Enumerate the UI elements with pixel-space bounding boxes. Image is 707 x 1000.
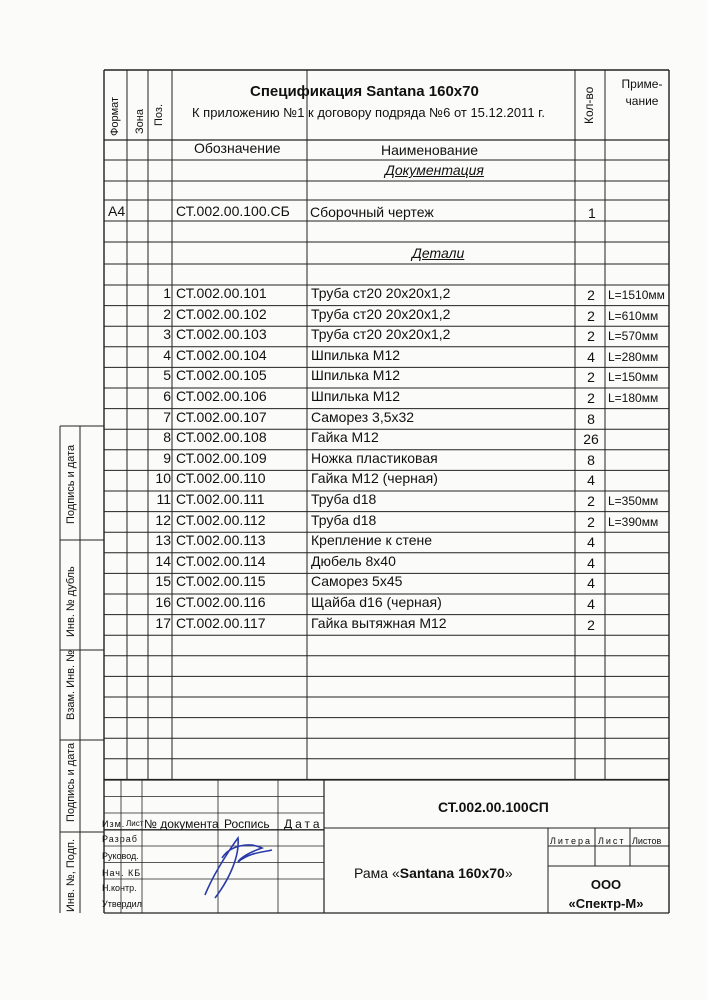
item-designation: СТ.002.00.104 [176, 346, 267, 363]
tb-list: Лист [126, 819, 144, 828]
item-qty: 26 [583, 431, 599, 448]
item-designation: СТ.002.00.110 [176, 470, 266, 487]
tb-role-4: Н.контр. [102, 883, 137, 893]
item-name: Труба ст20 20х20х1,2 [311, 285, 451, 301]
item-qty: 2 [587, 493, 595, 509]
item-pos: 15 [155, 573, 171, 590]
item-name: Труба d18 [311, 491, 377, 507]
item-qty: 4 [587, 575, 595, 592]
tb-org-line1: ООО [590, 877, 622, 892]
item-name: Саморез 5х45 [311, 573, 403, 590]
item-pos: 14 [155, 552, 171, 569]
tb-role-1: Разраб [102, 834, 138, 844]
item-name: Дюбель 8х40 [311, 552, 396, 569]
col-name-label: Наименование [381, 142, 479, 158]
item-pos: 3 [163, 326, 171, 343]
item-qty: 4 [587, 348, 595, 365]
tb-izm: Изм. [102, 819, 126, 829]
item-designation: СТ.002.00.117 [176, 614, 266, 631]
item-designation: СТ.002.00.109 [176, 449, 267, 466]
col-pos-label: Поз. [153, 104, 165, 126]
side-inv-orig: Инв. №, Подп. [65, 838, 77, 912]
tb-role-3: Нач. КБ [102, 868, 142, 878]
side-vzam-inv: Взам. Инв. № [65, 650, 77, 720]
doc-qty: 1 [588, 205, 596, 221]
item-name: Труба d18 [311, 511, 377, 528]
spec-title: Спецификация Santana 160х70 [250, 83, 479, 100]
doc-format: А4 [108, 203, 126, 219]
item-name: Саморез 3,5х32 [311, 408, 415, 425]
item-name: Шпилька М12 [311, 346, 401, 363]
signature-mark [205, 838, 272, 898]
item-designation: СТ.002.00.114 [176, 552, 266, 569]
item-name: Ножка пластиковая [311, 449, 438, 466]
item-qty: 2 [587, 390, 595, 406]
item-pos: 10 [155, 470, 171, 487]
item-pos: 8 [163, 429, 171, 446]
tb-doc-no: № документа [144, 817, 219, 831]
spec-subtitle: К приложению №1 к договору подряда №6 от 15.12.2011 г. [192, 105, 545, 120]
item-designation: СТ.002.00.113 [176, 532, 266, 549]
item-qty: 2 [587, 616, 595, 633]
item-name: Гайка вытяжная М12 [311, 614, 447, 631]
item-name: Труба ст20 20х20х1,2 [311, 326, 451, 343]
item-name: Шпилька М12 [311, 367, 401, 384]
item-pos: 12 [155, 511, 171, 528]
item-pos: 16 [155, 594, 171, 610]
side-sign-date-1: Подпись и дата [65, 444, 77, 524]
item-name: Гайка М12 (черная) [311, 470, 438, 487]
item-pos: 7 [163, 408, 171, 425]
item-qty: 4 [587, 534, 595, 551]
item-name: Гайка М12 [311, 429, 379, 446]
item-note: L=150мм [608, 370, 659, 385]
item-designation: СТ.002.00.101 [176, 285, 267, 301]
tb-litera: Литера [550, 836, 592, 846]
side-inv-dup: Инв. № дубль [65, 566, 77, 637]
item-note: L=570мм [608, 329, 659, 344]
item-designation: СТ.002.00.105 [176, 367, 267, 384]
item-pos: 11 [156, 491, 171, 507]
item-qty: 4 [587, 554, 595, 571]
col-qty-label: Кол-во [582, 86, 596, 124]
item-qty: 2 [587, 513, 595, 530]
item-designation: СТ.002.00.112 [176, 511, 266, 528]
tb-sheets: Листов [632, 836, 662, 846]
item-pos: 5 [163, 367, 171, 384]
doc-name: Сборочный чертеж [310, 204, 434, 220]
item-pos: 9 [163, 449, 171, 466]
item-designation: СТ.002.00.102 [176, 305, 267, 322]
item-qty: 2 [587, 287, 595, 303]
item-qty: 8 [587, 451, 595, 468]
tb-signature: Роспись [224, 817, 270, 831]
section-details: Детали [412, 245, 465, 261]
item-note: L=390мм [608, 514, 659, 529]
item-designation: СТ.002.00.107 [176, 408, 267, 425]
item-name: Крепление к стене [311, 532, 433, 549]
item-designation: СТ.002.00.115 [176, 573, 266, 590]
section-documentation: Документация [385, 162, 484, 178]
item-designation: СТ.002.00.108 [176, 429, 267, 446]
tb-org-line2: «Спектр-М» [568, 896, 644, 911]
item-note: L=610мм [608, 308, 659, 323]
item-pos: 17 [155, 614, 171, 631]
item-note: L=180мм [608, 391, 659, 405]
col-note-label: Приме- чание [621, 77, 663, 108]
item-qty: 8 [587, 410, 595, 427]
item-note: L=280мм [608, 349, 659, 364]
item-qty: 4 [587, 472, 595, 489]
item-designation: СТ.002.00.103 [176, 326, 267, 343]
item-name: Шпилька М12 [311, 388, 401, 404]
item-note: L=350мм [608, 494, 659, 508]
item-qty: 2 [587, 369, 595, 386]
col-format-label: Формат [109, 96, 121, 136]
item-qty: 2 [587, 307, 595, 324]
tb-sheet: Лист [598, 836, 626, 846]
side-sign-date-2: Подпись и дата [65, 742, 77, 822]
item-qty: 4 [587, 596, 595, 612]
item-pos: 6 [163, 388, 171, 404]
item-designation: СТ.002.00.106 [176, 388, 267, 404]
tb-role-2: Руковод. [102, 851, 139, 861]
col-zone-label: Зона [134, 109, 146, 134]
tb-date: Дата [284, 817, 323, 831]
item-name: Щайба d16 (черная) [311, 594, 442, 610]
item-name: Труба ст20 20х20х1,2 [311, 305, 451, 322]
item-designation: СТ.002.00.111 [176, 491, 265, 507]
tb-product-name: Рама «Santana 160х70» [354, 865, 513, 881]
item-pos: 13 [155, 532, 171, 549]
item-pos: 2 [163, 305, 171, 322]
doc-designation: СТ.002.00.100.СБ [176, 203, 290, 219]
item-qty: 2 [587, 328, 595, 345]
item-designation: СТ.002.00.116 [176, 594, 266, 610]
item-note: L=1510мм [608, 288, 665, 302]
title-block-code: СТ.002.00.100СП [438, 799, 549, 815]
item-pos: 1 [163, 285, 171, 301]
tb-role-5: Утвердил [102, 899, 142, 909]
item-pos: 4 [163, 346, 171, 363]
col-designation-label: Обозначение [194, 140, 281, 156]
